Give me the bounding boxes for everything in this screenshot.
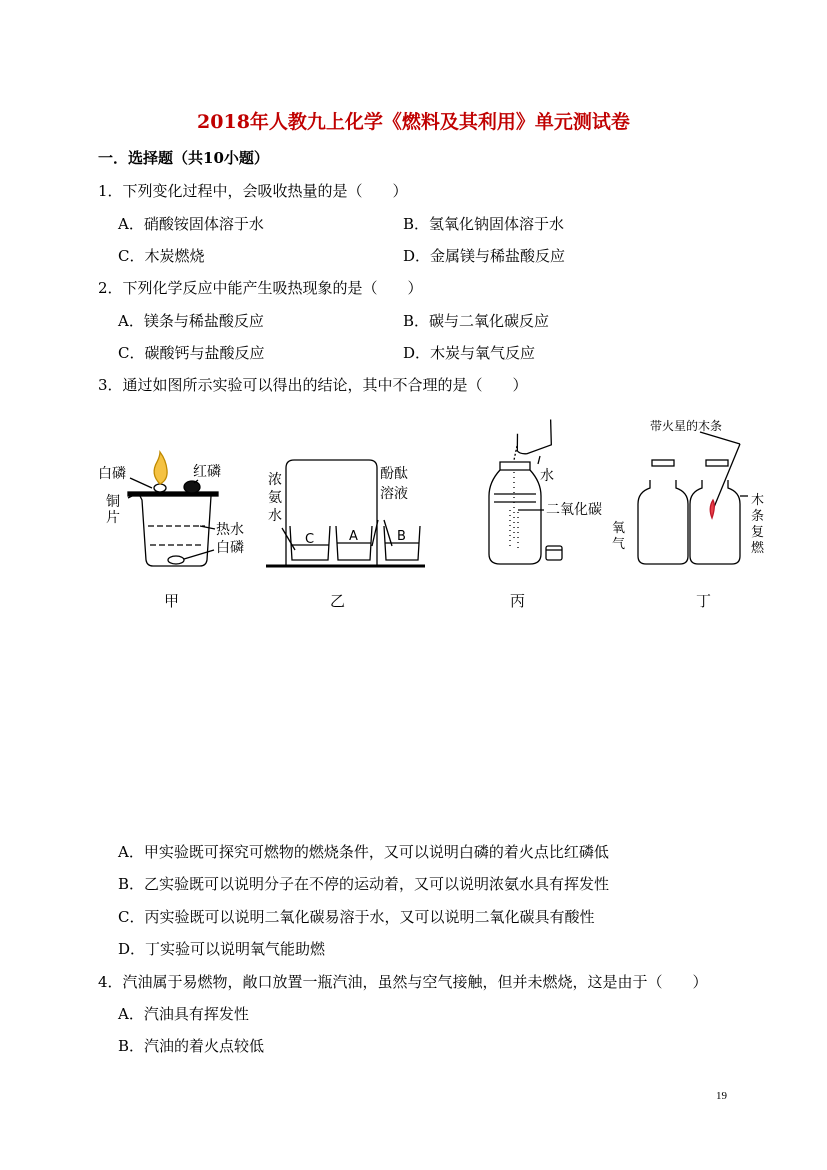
label-copper-2: 片 — [106, 510, 120, 526]
question-3-option-b: B．乙实验既可以说明分子在不停的运动着，又可以说明浓氨水具有挥发性 — [118, 875, 610, 893]
label-beaker-b: B — [397, 529, 406, 544]
question-2-option-d: D．木炭与氧气反应 — [403, 344, 536, 362]
question-3-option-a: A．甲实验既可探究可燃物的燃烧条件，又可以说明白磷的着火点比红磷低 — [118, 843, 609, 861]
question-4-option-a: A．汽油具有挥发性 — [118, 1005, 249, 1023]
caption-jia: 甲 — [164, 592, 180, 610]
question-4-stem: 4．汽油属于易燃物，敞口放置一瓶汽油，虽然与空气接触，但并未燃烧，这是由于（ ） — [98, 973, 708, 991]
label-white-phosphorus-bottom: 白磷 — [216, 540, 244, 556]
label-line — [130, 478, 152, 488]
question-1-stem: 1．下列变化过程中，会吸收热量的是（ ） — [98, 182, 408, 200]
label-oxygen-2: 气 — [612, 537, 626, 552]
bell-jar — [286, 460, 377, 565]
label-co2: 二氧化碳 — [546, 502, 602, 518]
label-phenolphthalein-2: 溶液 — [380, 486, 408, 502]
question-1-option-b: B．氢氧化钠固体溶于水 — [403, 215, 565, 233]
glass-lid-right — [706, 460, 728, 466]
glass-lid-left — [652, 460, 674, 466]
flame-icon — [710, 500, 714, 518]
caption-yi: 乙 — [330, 592, 346, 610]
flame-icon — [154, 452, 167, 484]
question-3-stem: 3．通过如图所示实验可以得出的结论，其中不合理的是（ ） — [98, 376, 528, 394]
jar-left — [638, 480, 688, 564]
question-1-option-d: D．金属镁与稀盐酸反应 — [403, 247, 566, 265]
section-heading: 一．选择题（共10小题） — [98, 149, 269, 167]
question-2-stem: 2．下列化学反应中能产生吸热现象的是（ ） — [98, 279, 423, 297]
label-copper-1: 铜 — [106, 494, 120, 510]
white-phosphorus-on-plate — [154, 484, 166, 492]
label-white-phosphorus-top: 白磷 — [98, 466, 126, 482]
caption-bing: 丙 — [510, 592, 526, 610]
wooden-stick — [712, 444, 740, 512]
label-water: 水 — [540, 468, 554, 484]
label-ammonia-3: 水 — [268, 508, 282, 524]
question-3-option-d: D．丁实验可以说明氧气能助燃 — [118, 940, 326, 958]
experiment-figure — [0, 400, 827, 630]
question-2-option-b: B．碳与二氧化碳反应 — [403, 312, 550, 330]
label-rekindle-1: 木 — [751, 493, 765, 508]
jar-right — [690, 480, 740, 564]
label-beaker-c: C — [305, 532, 315, 547]
label-glowing-stick: 带火星的木条 — [650, 419, 723, 433]
question-3-option-c: C．丙实验既可以说明二氧化碳易溶于水，又可以说明二氧化碳具有酸性 — [118, 908, 595, 926]
question-1-option-c: C．木炭燃烧 — [118, 247, 205, 265]
question-2-option-c: C．碳酸钙与盐酸反应 — [118, 344, 265, 362]
label-hot-water: 热水 — [216, 522, 244, 538]
white-phosphorus-underwater — [168, 556, 184, 564]
red-phosphorus — [184, 481, 200, 493]
pouring-beaker — [511, 420, 559, 457]
question-1-option-a: A．硝酸铵固体溶于水 — [118, 215, 264, 233]
question-2-option-a: A．镁条与稀盐酸反应 — [118, 312, 264, 330]
label-rekindle-3: 复 — [751, 525, 765, 540]
figure-bing — [489, 420, 562, 564]
figure-ding — [638, 432, 748, 564]
copper-plate — [128, 492, 218, 496]
label-ammonia-2: 氨 — [268, 490, 282, 506]
page-number: 19 — [716, 1090, 727, 1102]
bottle-cap — [546, 546, 562, 560]
label-beaker-a: A — [349, 529, 358, 544]
label-phenolphthalein-1: 酚酞 — [380, 466, 408, 482]
label-rekindle-2: 条 — [751, 509, 765, 524]
label-ammonia-1: 浓 — [268, 472, 282, 488]
label-red-phosphorus: 红磷 — [193, 464, 221, 480]
question-4-option-b: B．汽油的着火点较低 — [118, 1037, 265, 1055]
label-rekindle-4: 燃 — [751, 541, 765, 556]
label-oxygen-1: 氧 — [612, 521, 626, 536]
caption-ding: 丁 — [696, 592, 712, 610]
page-title: 2018年人教九上化学《燃料及其利用》单元测试卷 — [197, 111, 630, 133]
plastic-bottle — [489, 462, 541, 564]
